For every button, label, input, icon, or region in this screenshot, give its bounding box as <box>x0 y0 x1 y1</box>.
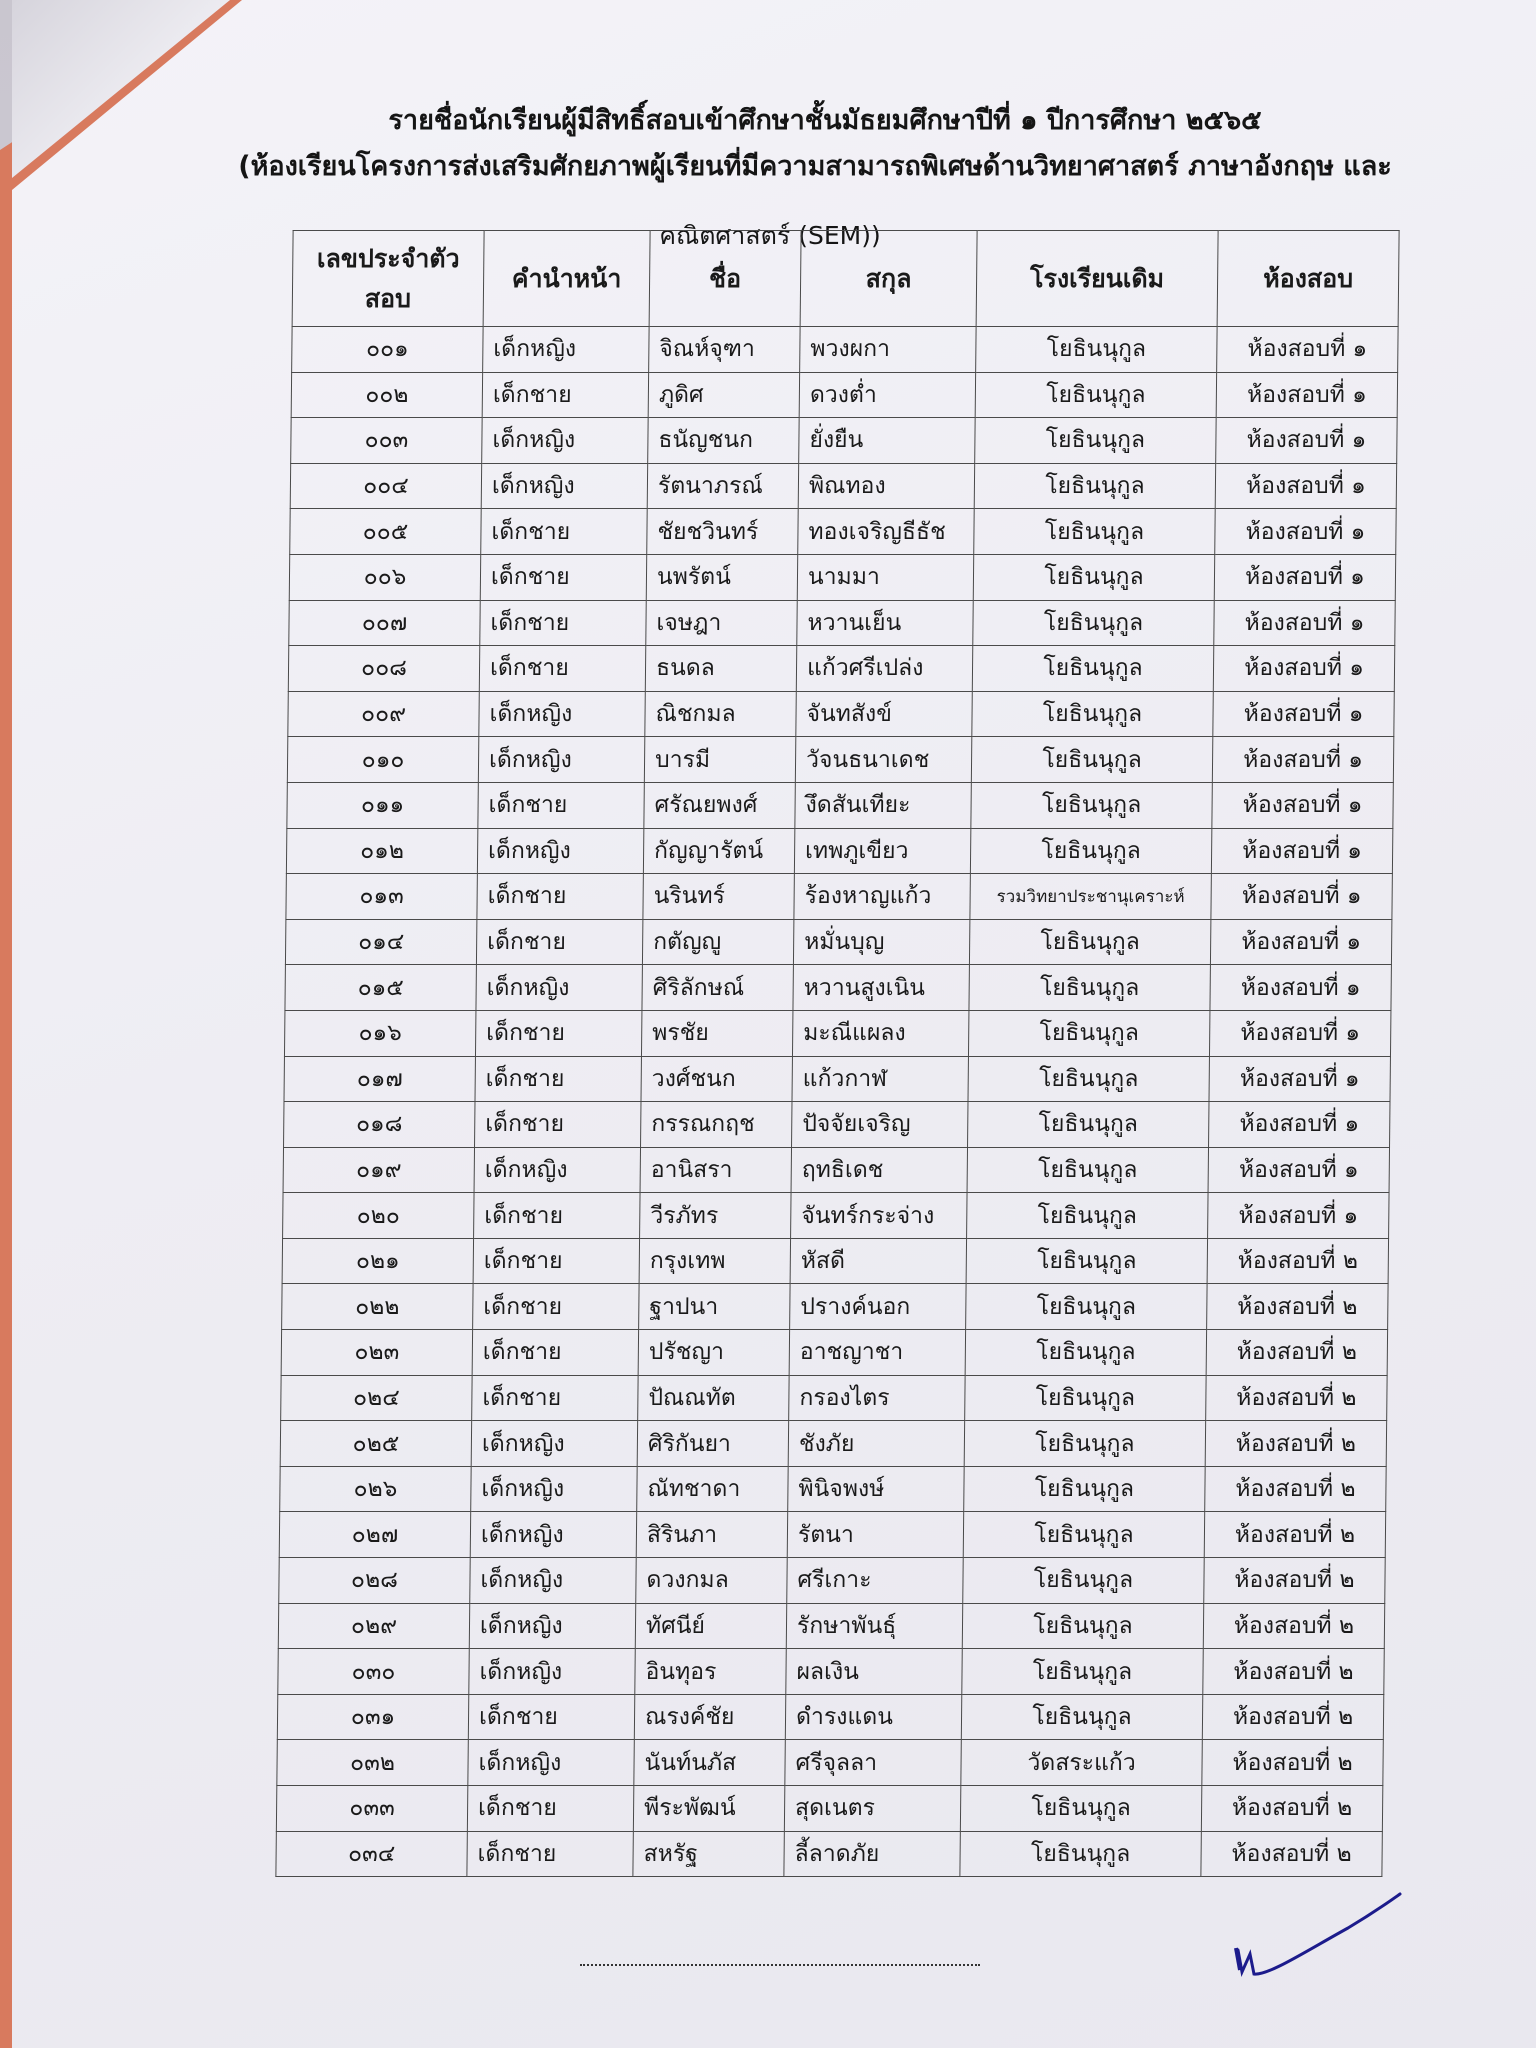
cell-id: ๐๑๗ <box>284 1056 475 1102</box>
cell-prefix: เด็กชาย <box>479 646 645 692</box>
cell-last: ฤทธิเดช <box>791 1147 967 1193</box>
cell-first: ภูดิศ <box>648 372 799 418</box>
table-row <box>277 1740 1383 1786</box>
table-row <box>280 1421 1386 1467</box>
cell-id: ๐๒๒ <box>282 1284 473 1330</box>
cell-prefix: เด็กชาย <box>475 1056 641 1102</box>
cell-prefix: เด็กชาย <box>475 1102 641 1148</box>
cell-prefix: เด็กชาย <box>472 1330 638 1376</box>
table-row <box>283 1147 1389 1193</box>
cell-school: โยธินนุกูล <box>974 463 1215 509</box>
cell-room: ห้องสอบที่ ๑ <box>1216 372 1397 418</box>
cell-last: หวานสูงเนิน <box>793 965 969 1011</box>
cell-prefix: เด็กชาย <box>475 1010 641 1056</box>
cell-last: ศรีเกาะ <box>787 1558 963 1604</box>
cell-school: โยธินนุกูล <box>967 1147 1208 1193</box>
cell-last: ร้องหาญแก้ว <box>794 874 970 920</box>
cell-room: ห้องสอบที่ ๒ <box>1201 1831 1382 1877</box>
cell-prefix: เด็กชาย <box>473 1238 639 1284</box>
cell-school: โยธินนุกูล <box>971 782 1212 828</box>
table-row <box>280 1466 1386 1512</box>
cell-last: ทองเจริญธีธัช <box>798 509 974 555</box>
cell-first: พีระพัฒน์ <box>633 1786 784 1832</box>
table-row <box>282 1238 1388 1284</box>
cell-id: ๐๑๖ <box>284 1010 475 1056</box>
cell-school: โยธินนุกูล <box>962 1649 1203 1695</box>
table-row <box>290 509 1396 555</box>
cell-id: ๐๑๕ <box>285 965 476 1011</box>
cell-id: ๐๒๓ <box>281 1330 472 1376</box>
cell-room: ห้องสอบที่ ๒ <box>1206 1330 1387 1376</box>
cell-school: โยธินนุกูล <box>973 600 1214 646</box>
table-header-row <box>292 231 1399 327</box>
cell-room: ห้องสอบที่ ๒ <box>1202 1740 1383 1786</box>
table-row <box>288 691 1394 737</box>
cell-room: ห้องสอบที่ ๑ <box>1209 1010 1390 1056</box>
cell-prefix: เด็กหญิง <box>482 418 648 464</box>
cell-last: ชังภัย <box>788 1421 964 1467</box>
cell-id: ๐๒๙ <box>278 1603 469 1649</box>
cell-id: ๐๒๔ <box>281 1375 472 1421</box>
cell-id: ๐๑๙ <box>283 1147 474 1193</box>
cell-first: ศิริกันยา <box>637 1421 788 1467</box>
document-subtitle-continued: คณิตศาสตร์ (SEM)) <box>659 221 881 250</box>
table-row <box>279 1512 1385 1558</box>
table-row <box>290 463 1396 509</box>
cell-school: โยธินนุกูล <box>973 554 1214 600</box>
table-row <box>279 1558 1385 1604</box>
cell-room: ห้องสอบที่ ๒ <box>1207 1238 1388 1284</box>
cell-first: นพรัตน์ <box>646 554 797 600</box>
cell-room: ห้องสอบที่ ๑ <box>1212 737 1393 783</box>
cell-room: ห้องสอบที่ ๒ <box>1204 1558 1385 1604</box>
cell-last: ปรางค์นอก <box>790 1284 966 1330</box>
cell-last: ดวงต่ำ <box>799 372 975 418</box>
cell-room: ห้องสอบที่ ๑ <box>1212 782 1393 828</box>
cell-last: กรองไตร <box>789 1375 965 1421</box>
cell-school: โยธินนุกูล <box>965 1330 1206 1376</box>
table-row <box>283 1193 1389 1239</box>
cell-id: ๐๓๒ <box>277 1740 468 1786</box>
cell-room: ห้องสอบที่ ๑ <box>1209 1102 1390 1148</box>
cell-last: นามมา <box>797 554 973 600</box>
cell-room: ห้องสอบที่ ๑ <box>1210 919 1391 965</box>
cell-school: โยธินนุกูล <box>969 965 1210 1011</box>
cell-first: ณรงค์ชัย <box>634 1694 785 1740</box>
header-prefix: คำนำหน้า <box>483 231 650 327</box>
cell-last: ศรีจุลลา <box>785 1740 961 1786</box>
cell-prefix: เด็กชาย <box>480 600 646 646</box>
cell-room: ห้องสอบที่ ๒ <box>1201 1786 1382 1832</box>
table-row <box>292 327 1398 373</box>
header-exam-room: ห้องสอบ <box>1217 231 1399 327</box>
cell-prefix: เด็กหญิง <box>478 737 644 783</box>
cell-school: โยธินนุกูล <box>969 919 1210 965</box>
table-row <box>289 554 1395 600</box>
cell-first: ธนดล <box>645 646 796 692</box>
cell-school: โยธินนุกูล <box>971 737 1212 783</box>
cell-id: ๐๑๓ <box>286 874 477 920</box>
cell-last: จันทสังข์ <box>796 691 972 737</box>
dotted-line <box>580 1958 980 1966</box>
cell-school: โยธินนุกูล <box>966 1284 1207 1330</box>
cell-first: รัตนาภรณ์ <box>647 463 798 509</box>
cell-prefix: เด็กหญิง <box>477 828 643 874</box>
cell-school: โยธินนุกูล <box>960 1786 1201 1832</box>
table-row <box>288 646 1394 692</box>
cell-first: ทัศนีย์ <box>635 1603 786 1649</box>
cell-id: ๐๐๖ <box>289 554 480 600</box>
cell-id: ๐๒๘ <box>279 1558 470 1604</box>
cell-first: วีรภัทร <box>640 1193 791 1239</box>
cell-last: อาชญาชา <box>789 1330 965 1376</box>
table-row <box>287 782 1393 828</box>
cell-room: ห้องสอบที่ ๒ <box>1205 1421 1386 1467</box>
cell-id: ๐๐๓ <box>291 418 482 464</box>
cell-school: โยธินนุกูล <box>968 1102 1209 1148</box>
cell-school: โยธินนุกูล <box>972 646 1213 692</box>
cell-first: กรุงเทพ <box>639 1238 790 1284</box>
cell-school: โยธินนุกูล <box>972 691 1213 737</box>
cell-last: รัตนา <box>787 1512 963 1558</box>
table-row <box>291 418 1397 464</box>
cell-room: ห้องสอบที่ ๑ <box>1208 1193 1389 1239</box>
cell-room: ห้องสอบที่ ๑ <box>1213 646 1394 692</box>
cell-room: ห้องสอบที่ ๒ <box>1205 1466 1386 1512</box>
cell-last: พวงผกา <box>800 327 976 373</box>
cell-last: สุดเนตร <box>784 1786 960 1832</box>
table-row <box>284 1056 1390 1102</box>
cell-prefix: เด็กหญิง <box>470 1512 636 1558</box>
table-row <box>281 1330 1387 1376</box>
cell-id: ๐๑๐ <box>287 737 478 783</box>
cell-first: บารมี <box>644 737 795 783</box>
cell-last: เทพภูเขียว <box>794 828 970 874</box>
cell-first: สหรัฐ <box>633 1831 784 1877</box>
cell-id: ๐๑๔ <box>285 919 476 965</box>
cell-school: โยธินนุกูล <box>960 1831 1201 1877</box>
cell-last: พิณทอง <box>798 463 974 509</box>
cell-first: ฐาปนา <box>639 1284 790 1330</box>
cell-prefix: เด็กหญิง <box>469 1649 635 1695</box>
cell-school: โยธินนุกูล <box>963 1512 1204 1558</box>
cell-id: ๐๑๘ <box>284 1102 475 1148</box>
cell-id: ๐๓๐ <box>278 1649 469 1695</box>
cell-first: กรรณกฤช <box>641 1102 792 1148</box>
cell-school: โยธินนุกูล <box>967 1193 1208 1239</box>
cell-first: ณัทชาดา <box>637 1466 788 1512</box>
cell-first: อินทุอร <box>635 1649 786 1695</box>
cell-id: ๐๑๑ <box>287 782 478 828</box>
cell-school: โยธินนุกูล <box>968 1010 1209 1056</box>
cell-school: โยธินนุกูล <box>975 372 1216 418</box>
cell-id: ๐๒๐ <box>283 1193 474 1239</box>
cell-room: ห้องสอบที่ ๑ <box>1211 874 1392 920</box>
cell-room: ห้องสอบที่ ๑ <box>1215 509 1396 555</box>
cell-first: นันท์นภัส <box>634 1740 785 1786</box>
cell-prefix: เด็กชาย <box>482 372 648 418</box>
cell-room: ห้องสอบที่ ๒ <box>1204 1512 1385 1558</box>
cell-first: กตัญญู <box>642 919 793 965</box>
cell-school: โยธินนุกูล <box>963 1558 1204 1604</box>
cell-id: ๐๐๑ <box>292 327 483 373</box>
table-row <box>277 1694 1383 1740</box>
table-row <box>284 1102 1390 1148</box>
cell-id: ๐๑๒ <box>286 828 477 874</box>
cell-last: ลี้ลาดภัย <box>784 1831 960 1877</box>
cell-room: ห้องสอบที่ ๒ <box>1202 1694 1383 1740</box>
cell-last: หัสดี <box>790 1238 966 1284</box>
cell-prefix: เด็กหญิง <box>469 1603 635 1649</box>
cell-room: ห้องสอบที่ ๑ <box>1209 1056 1390 1102</box>
student-roster-table <box>275 230 1399 1877</box>
cell-id: ๐๓๔ <box>276 1831 467 1877</box>
cell-room: ห้องสอบที่ ๑ <box>1210 965 1391 1011</box>
cell-first: จิณห์จุฑา <box>649 327 800 373</box>
cell-prefix: เด็กหญิง <box>476 965 642 1011</box>
table-row <box>278 1603 1384 1649</box>
table-row <box>286 828 1392 874</box>
table-row <box>289 600 1395 646</box>
header-first-name: ชื่อ <box>649 231 801 327</box>
cell-school: โยธินนุกูล <box>974 509 1215 555</box>
cell-room: ห้องสอบที่ ๒ <box>1207 1284 1388 1330</box>
table-row <box>276 1786 1382 1832</box>
cell-id: ๐๓๓ <box>276 1786 467 1832</box>
cell-school: วัดสระแก้ว <box>961 1740 1202 1786</box>
cell-last: จันทร์กระจ่าง <box>791 1193 967 1239</box>
cell-id: ๐๒๗ <box>279 1512 470 1558</box>
cell-school: โยธินนุกูล <box>966 1238 1207 1284</box>
cell-first: ธนัญชนก <box>648 418 799 464</box>
cell-prefix: เด็กหญิง <box>481 463 647 509</box>
cell-id: ๐๐๒ <box>291 372 482 418</box>
cell-first: สิรินภา <box>636 1512 787 1558</box>
cell-last: วัจนธนาเดช <box>795 737 971 783</box>
cell-prefix: เด็กหญิง <box>470 1558 636 1604</box>
cell-first: กัญญารัตน์ <box>643 828 794 874</box>
table-row <box>285 965 1391 1011</box>
cell-last: ยั่งยืน <box>799 418 975 464</box>
cell-first: เจษฎา <box>646 600 797 646</box>
document-subtitle: (ห้องเรียนโครงการส่งเสริมศักยภาพผู้เรียนที่มีความสามารถพิเศษด้านวิทยาศาสตร์ ภาษาอังกฤษ และ <box>238 151 1392 182</box>
cell-first: ดวงกมล <box>636 1558 787 1604</box>
table-row <box>284 1010 1390 1056</box>
cell-id: ๐๓๑ <box>277 1694 468 1740</box>
cell-last: มะณีแผลง <box>792 1010 968 1056</box>
cell-prefix: เด็กชาย <box>473 1284 639 1330</box>
cell-first: นรินทร์ <box>643 874 794 920</box>
cell-school: โยธินนุกูล <box>976 327 1217 373</box>
cell-first: อานิสรา <box>640 1147 791 1193</box>
cell-id: ๐๐๘ <box>288 646 479 692</box>
cell-prefix: เด็กหญิง <box>471 1466 637 1512</box>
cell-id: ๐๐๙ <box>288 691 479 737</box>
cell-prefix: เด็กชาย <box>480 554 646 600</box>
cell-school: โยธินนุกูล <box>962 1603 1203 1649</box>
table-row <box>276 1831 1382 1877</box>
cell-prefix: เด็กหญิง <box>479 691 645 737</box>
table-row <box>278 1649 1384 1695</box>
table-row <box>281 1375 1387 1421</box>
table-row <box>287 737 1393 783</box>
cell-school: รวมวิทยาประชานุเคราะห์ <box>970 874 1211 920</box>
table-row <box>285 919 1391 965</box>
cell-room: ห้องสอบที่ ๑ <box>1216 418 1397 464</box>
cell-prefix: เด็กชาย <box>477 874 643 920</box>
cell-last: หมั่นบุญ <box>793 919 969 965</box>
cell-last: หวานเย็น <box>797 600 973 646</box>
cell-school: โยธินนุกูล <box>975 418 1216 464</box>
cell-id: ๐๐๕ <box>290 509 481 555</box>
cell-first: ปัณณทัต <box>638 1375 789 1421</box>
cell-prefix: เด็กหญิง <box>483 327 649 373</box>
cell-prefix: เด็กชาย <box>481 509 647 555</box>
cell-room: ห้องสอบที่ ๑ <box>1214 554 1395 600</box>
cell-prefix: เด็กหญิง <box>474 1147 640 1193</box>
cell-prefix: เด็กชาย <box>467 1831 633 1877</box>
cell-prefix: เด็กชาย <box>472 1375 638 1421</box>
header-school: โรงเรียนเดิม <box>976 231 1218 327</box>
cell-prefix: เด็กชาย <box>467 1786 633 1832</box>
cell-last: ผลเงิน <box>786 1649 962 1695</box>
cell-last: แก้วศรีเปล่ง <box>796 646 972 692</box>
cell-id: ๐๒๑ <box>282 1238 473 1284</box>
cell-room: ห้องสอบที่ ๒ <box>1206 1375 1387 1421</box>
cell-prefix: เด็กหญิง <box>468 1740 634 1786</box>
cell-first: ชัยชวินทร์ <box>647 509 798 555</box>
cell-prefix: เด็กชาย <box>474 1193 640 1239</box>
cell-room: ห้องสอบที่ ๑ <box>1213 691 1394 737</box>
cell-room: ห้องสอบที่ ๑ <box>1217 327 1398 373</box>
cell-id: ๐๐๔ <box>290 463 481 509</box>
cell-school: โยธินนุกูล <box>970 828 1211 874</box>
cell-last: รักษาพันธุ์ <box>786 1603 962 1649</box>
cell-id: ๐๒๕ <box>280 1421 471 1467</box>
document-title: รายชื่อนักเรียนผู้มีสิทธิ์สอบเข้าศึกษาชั้นมัธยมศึกษาปีที่ ๑ ปีการศึกษา ๒๕๖๕ <box>388 105 1262 136</box>
cell-last: แก้วกาฬ <box>792 1056 968 1102</box>
cell-school: โยธินนุกูล <box>968 1056 1209 1102</box>
cell-school: โยธินนุกูล <box>964 1421 1205 1467</box>
header-last-name: สกุล <box>800 231 977 327</box>
cell-last: งึดสันเทียะ <box>795 782 971 828</box>
cell-first: ศรัณยพงศ์ <box>644 782 795 828</box>
header-exam-id: เลขประจำตัวสอบ <box>292 231 484 327</box>
cell-id: ๐๒๖ <box>280 1466 471 1512</box>
signature-mark <box>1228 1880 1408 1990</box>
cell-school: โยธินนุกูล <box>964 1466 1205 1512</box>
cell-prefix: เด็กชาย <box>476 919 642 965</box>
cell-first: ณิชกมล <box>645 691 796 737</box>
cell-prefix: เด็กชาย <box>478 782 644 828</box>
cell-room: ห้องสอบที่ ๒ <box>1203 1603 1384 1649</box>
cell-room: ห้องสอบที่ ๒ <box>1203 1649 1384 1695</box>
table-row <box>291 372 1397 418</box>
cell-first: วงศ์ชนก <box>641 1056 792 1102</box>
table-row <box>286 874 1392 920</box>
cell-room: ห้องสอบที่ ๑ <box>1208 1147 1389 1193</box>
cell-first: พรชัย <box>641 1010 792 1056</box>
cell-room: ห้องสอบที่ ๑ <box>1215 463 1396 509</box>
cell-last: ปัจจัยเจริญ <box>792 1102 968 1148</box>
cell-prefix: เด็กชาย <box>468 1694 634 1740</box>
cell-room: ห้องสอบที่ ๑ <box>1214 600 1395 646</box>
table-body <box>276 327 1398 1877</box>
cell-first: ศิริลักษณ์ <box>642 965 793 1011</box>
cell-prefix: เด็กหญิง <box>471 1421 637 1467</box>
cell-id: ๐๐๗ <box>289 600 480 646</box>
cell-last: ดำรงแดน <box>785 1694 961 1740</box>
cell-last: พินิจพงษ์ <box>788 1466 964 1512</box>
cell-school: โยธินนุกูล <box>961 1694 1202 1740</box>
cell-school: โยธินนุกูล <box>965 1375 1206 1421</box>
cell-room: ห้องสอบที่ ๑ <box>1211 828 1392 874</box>
table-row <box>282 1284 1388 1330</box>
cell-first: ปรัชญา <box>638 1330 789 1376</box>
